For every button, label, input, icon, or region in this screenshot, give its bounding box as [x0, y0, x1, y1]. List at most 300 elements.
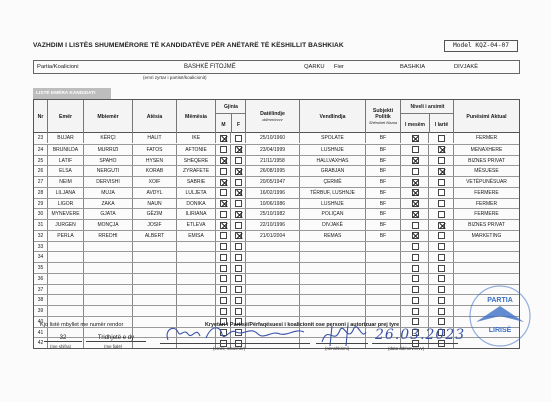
cell-date[interactable] — [246, 306, 300, 316]
checkbox-gf[interactable] — [235, 243, 242, 250]
cell-subjekt[interactable] — [366, 274, 401, 284]
candidates-table — [33, 88, 520, 349]
table-row — [34, 187, 519, 198]
cell-em — [401, 242, 429, 252]
checkbox-gm[interactable] — [220, 286, 227, 293]
cell-gm — [216, 209, 231, 219]
cell-mbiemer[interactable] — [84, 263, 133, 273]
checkbox-em[interactable] — [412, 135, 419, 142]
cell-date[interactable]: 16/02/1996 — [246, 188, 300, 198]
cell-em — [401, 295, 429, 305]
cell-nr: 30 — [34, 209, 48, 219]
cell-atesia[interactable] — [133, 306, 177, 316]
cell-em — [401, 199, 429, 209]
cell-place[interactable]: LUSHNJE — [300, 199, 366, 209]
cell-subjekt[interactable]: BF — [366, 188, 401, 198]
cell-em — [401, 263, 429, 273]
party-info-row — [33, 60, 520, 74]
cell-mbiemer[interactable]: SPAHO — [84, 156, 133, 166]
cell-nr: 35 — [34, 263, 48, 273]
qarku-value[interactable]: Fier — [334, 64, 344, 70]
cell-emer[interactable] — [48, 252, 84, 262]
cell-subjekt[interactable]: BF — [366, 220, 401, 230]
cell-memesia[interactable]: ETLEVA — [177, 220, 216, 230]
cell-emer[interactable]: LILJANA — [48, 188, 84, 198]
checkbox-el[interactable] — [438, 157, 445, 164]
cell-mbiemer[interactable] — [84, 295, 133, 305]
checkbox-em[interactable] — [412, 286, 419, 293]
cell-subjekt[interactable] — [366, 306, 401, 316]
cell-atesia[interactable] — [133, 274, 177, 284]
cell-gm — [216, 177, 231, 187]
checkbox-em[interactable] — [412, 265, 419, 272]
table-row — [34, 230, 519, 241]
checkbox-gf[interactable] — [235, 232, 242, 239]
cell-date[interactable]: 23/04/1999 — [246, 145, 300, 155]
table-row — [34, 241, 519, 252]
cell-memesia[interactable]: LULJETA — [177, 188, 216, 198]
checkbox-gf[interactable] — [235, 146, 242, 153]
cell-place[interactable]: TËRBUF, LUSHNJE — [300, 188, 366, 198]
cell-mbiemer[interactable]: NERGUTI — [84, 166, 133, 176]
cell-atesia[interactable]: ALBERT — [133, 231, 177, 241]
cell-memesia[interactable] — [177, 242, 216, 252]
checkbox-em[interactable] — [412, 318, 419, 325]
cell-place[interactable]: POLIÇAN — [300, 209, 366, 219]
checkbox-gf[interactable] — [235, 286, 242, 293]
cell-date[interactable] — [246, 242, 300, 252]
cell-place[interactable]: SPOLATE — [300, 133, 366, 143]
cell-place[interactable] — [300, 263, 366, 273]
count-words[interactable]: Tridhjetë e dy — [86, 335, 146, 342]
cell-memesia[interactable]: SABRIE — [177, 177, 216, 187]
cell-emer[interactable]: JURGEN — [48, 220, 84, 230]
logo-text-1: PARTIA — [487, 297, 513, 304]
checkbox-em[interactable] — [412, 168, 419, 175]
checkbox-em[interactable] — [412, 308, 419, 315]
checkbox-el[interactable] — [438, 265, 445, 272]
col-edu-mesem: I mesëm — [404, 122, 425, 128]
checkbox-gf[interactable] — [235, 200, 242, 207]
cell-emer[interactable]: NEIM — [48, 177, 84, 187]
cell-emer[interactable]: PERLA — [48, 231, 84, 241]
cell-date[interactable]: 21/11/1958 — [246, 156, 300, 166]
cell-gf — [231, 209, 246, 219]
cell-mbiemer[interactable]: MUJA — [84, 188, 133, 198]
checkbox-gf[interactable] — [235, 254, 242, 261]
cell-mbiemer[interactable] — [84, 252, 133, 262]
cell-job[interactable] — [454, 263, 519, 273]
cell-subjekt[interactable] — [366, 295, 401, 305]
cell-place[interactable]: ÇERMË — [300, 177, 366, 187]
checkbox-gm[interactable] — [220, 232, 227, 239]
cell-emer[interactable] — [48, 295, 84, 305]
checkbox-el[interactable] — [438, 308, 445, 315]
bashkia-value[interactable]: DIVJAKË — [454, 64, 479, 70]
cell-date[interactable]: 22/10/1996 — [246, 220, 300, 230]
party-label: Partia/Koalicioni — [37, 64, 79, 70]
cell-emer[interactable]: MYNEVERE — [48, 209, 84, 219]
cell-mbiemer[interactable]: ZAKA — [84, 199, 133, 209]
party-value[interactable]: BASHKË FITOJMË — [184, 64, 236, 70]
cell-gf — [231, 220, 246, 230]
checkbox-el[interactable] — [438, 211, 445, 218]
cell-em — [401, 274, 429, 284]
table-row — [34, 133, 519, 144]
checkbox-gf[interactable] — [235, 189, 242, 196]
cell-subjekt[interactable]: BF — [366, 199, 401, 209]
cell-date[interactable]: 25/10/1982 — [246, 209, 300, 219]
cell-nr: 29 — [34, 199, 48, 209]
col-edu-larte: I lartë — [434, 122, 449, 128]
cell-gf — [231, 231, 246, 241]
checkbox-el[interactable] — [438, 222, 445, 229]
checkbox-el[interactable] — [438, 179, 445, 186]
cell-nr: 39 — [34, 306, 48, 316]
cell-em — [401, 220, 429, 230]
checkbox-el[interactable] — [438, 232, 445, 239]
cell-mbiemer[interactable] — [84, 242, 133, 252]
cell-nr: 26 — [34, 166, 48, 176]
checkbox-gf[interactable] — [235, 265, 242, 272]
cell-place[interactable]: REMAS — [300, 231, 366, 241]
cell-job[interactable] — [454, 242, 519, 252]
cell-mbiemer[interactable] — [84, 285, 133, 295]
checkbox-el[interactable] — [438, 168, 445, 175]
cell-emer[interactable] — [48, 274, 84, 284]
cell-gf — [231, 156, 246, 166]
checkbox-el[interactable] — [438, 200, 445, 207]
cell-em — [401, 133, 429, 143]
checkbox-em[interactable] — [412, 275, 419, 282]
cell-atesia[interactable] — [133, 285, 177, 295]
checkbox-gm[interactable] — [220, 275, 227, 282]
cell-date[interactable]: 25/10/1960 — [246, 133, 300, 143]
col-atesia: Atësia — [133, 100, 177, 133]
cell-date[interactable] — [246, 274, 300, 284]
checkbox-gm[interactable] — [220, 157, 227, 164]
cell-memesia[interactable] — [177, 285, 216, 295]
checkbox-gm[interactable] — [220, 168, 227, 175]
cell-subjekt[interactable]: BF — [366, 231, 401, 241]
table-row — [34, 144, 519, 155]
cell-mbiemer[interactable]: DERVISHI — [84, 177, 133, 187]
table-row — [34, 294, 519, 305]
handwritten-date: 26.03.2023 — [375, 327, 466, 343]
cell-atesia[interactable]: NAUN — [133, 199, 177, 209]
cell-subjekt[interactable]: BF — [366, 166, 401, 176]
cell-gm — [216, 166, 231, 176]
cell-el — [429, 209, 454, 219]
cell-place[interactable]: HALLVAXHAS — [300, 156, 366, 166]
cell-subjekt[interactable]: BF — [366, 145, 401, 155]
cell-el — [429, 188, 454, 198]
cell-subjekt[interactable] — [366, 252, 401, 262]
cell-atesia[interactable]: KORAB — [133, 166, 177, 176]
checkbox-el[interactable] — [438, 297, 445, 304]
cell-nr: 27 — [34, 177, 48, 187]
col-vendlindja: Vendlindja — [300, 100, 366, 133]
cell-subjekt[interactable] — [366, 263, 401, 273]
cell-place[interactable] — [300, 306, 366, 316]
checkbox-em[interactable] — [412, 189, 419, 196]
cell-job[interactable]: BIZNES PRIVAT — [468, 222, 505, 228]
checkbox-gf[interactable] — [235, 168, 242, 175]
cell-place[interactable] — [300, 242, 366, 252]
cell-em — [401, 306, 429, 316]
cell-job[interactable]: MENAXHERE — [470, 146, 503, 153]
cell-atesia[interactable]: JOSIF — [133, 220, 177, 230]
cell-memesia[interactable] — [177, 263, 216, 273]
cell-place[interactable] — [300, 295, 366, 305]
count-number[interactable]: 32 — [44, 335, 82, 342]
checkbox-el[interactable] — [438, 135, 445, 142]
col-gender-m: M — [221, 122, 226, 128]
cell-atesia[interactable] — [133, 252, 177, 262]
cell-gm — [216, 295, 231, 305]
cell-nr: 37 — [34, 285, 48, 295]
cell-date[interactable] — [246, 285, 300, 295]
cell-atesia[interactable] — [133, 295, 177, 305]
cell-gf — [231, 188, 246, 198]
cell-subjekt[interactable]: BF — [366, 177, 401, 187]
cell-subjekt[interactable] — [366, 242, 401, 252]
checkbox-gm[interactable] — [220, 297, 227, 304]
cell-nr: 24 — [34, 145, 48, 155]
cell-memesia[interactable] — [177, 252, 216, 262]
cell-el — [429, 133, 454, 143]
cell-date[interactable] — [246, 295, 300, 305]
cell-subjekt[interactable]: BF — [366, 133, 401, 143]
cell-emer[interactable]: LATIF — [48, 156, 84, 166]
checkbox-gm[interactable] — [220, 189, 227, 196]
cell-nr: 31 — [34, 220, 48, 230]
cell-date[interactable] — [246, 263, 300, 273]
checkbox-em[interactable] — [412, 222, 419, 229]
cell-memesia[interactable]: EMISA — [177, 231, 216, 241]
cell-atesia[interactable] — [133, 242, 177, 252]
cell-subjekt[interactable]: BF — [366, 156, 401, 166]
checkbox-em[interactable] — [412, 157, 419, 164]
checkbox-gf[interactable] — [235, 297, 242, 304]
cell-date[interactable] — [246, 252, 300, 262]
checkbox-gf[interactable] — [235, 157, 242, 164]
cell-emer[interactable]: ELSA — [48, 166, 84, 176]
cell-mbiemer[interactable]: GJATA — [84, 209, 133, 219]
checkbox-em[interactable] — [412, 146, 419, 153]
cell-date[interactable]: 10/06/1986 — [246, 199, 300, 209]
table-body — [33, 132, 520, 349]
checkbox-el[interactable] — [438, 318, 445, 325]
cell-gm — [216, 252, 231, 262]
cell-emer[interactable] — [48, 263, 84, 273]
checkbox-em[interactable] — [412, 297, 419, 304]
cell-gm — [216, 156, 231, 166]
checkbox-em[interactable] — [412, 232, 419, 239]
table-row — [34, 251, 519, 262]
cell-place[interactable]: GRABJAN — [300, 166, 366, 176]
caption-number: (me shifra) — [50, 344, 71, 349]
checkbox-gm[interactable] — [220, 146, 227, 153]
cell-memesia[interactable]: DONIKA — [177, 199, 216, 209]
cell-mbiemer[interactable] — [84, 306, 133, 316]
cell-atesia[interactable]: XOIF — [133, 177, 177, 187]
checkbox-gf[interactable] — [235, 179, 242, 186]
cell-mbiemer[interactable]: RREDHI — [84, 231, 133, 241]
checkbox-gf[interactable] — [235, 211, 242, 218]
cell-el — [429, 166, 454, 176]
col-subjekti: Subjekti Politik Shënohet Nisma — [366, 100, 401, 133]
checkbox-gm[interactable] — [220, 254, 227, 261]
cell-el — [429, 295, 454, 305]
table-row — [34, 176, 519, 187]
table-header — [33, 99, 520, 132]
cell-job[interactable]: VETËPUNËSUAR — [466, 179, 507, 185]
cell-el — [429, 177, 454, 187]
cell-place[interactable] — [300, 252, 366, 262]
cell-gm — [216, 220, 231, 230]
cell-atesia[interactable]: HYSEN — [133, 156, 177, 166]
cell-job[interactable]: FERMERE — [474, 211, 499, 218]
cell-date[interactable]: 21/01/2004 — [246, 231, 300, 241]
caption-words: (me fjalë) — [104, 344, 123, 349]
cell-emer[interactable] — [48, 306, 84, 316]
caption-name: (emër, mbiemër) — [213, 346, 246, 351]
checkbox-el[interactable] — [438, 243, 445, 250]
caption-date: (data dd/mm/vvvv) — [388, 346, 425, 351]
col-mbiemer: Mbiemër — [84, 100, 133, 133]
cell-mbiemer[interactable]: MONÇJA — [84, 220, 133, 230]
cell-gf — [231, 295, 246, 305]
cell-memesia[interactable]: SHEQERE — [177, 156, 216, 166]
cell-job[interactable]: BIZNES PRIVAT — [468, 157, 505, 164]
cell-date[interactable]: 26/08/1995 — [246, 166, 300, 176]
cell-atesia[interactable]: AVDYL — [133, 188, 177, 198]
cell-gf — [231, 166, 246, 176]
cell-date[interactable]: 20/05/1947 — [246, 177, 300, 187]
cell-subjekt[interactable]: BF — [366, 209, 401, 219]
cell-place[interactable]: LUSHNJE — [300, 145, 366, 155]
cell-em — [401, 285, 429, 295]
checkbox-el[interactable] — [438, 286, 445, 293]
cell-job[interactable]: FERMER — [475, 135, 498, 141]
cell-el — [429, 285, 454, 295]
cell-memesia[interactable] — [177, 306, 216, 316]
checkbox-gm[interactable] — [220, 135, 227, 142]
col-gender-f: F — [236, 122, 241, 128]
cell-em — [401, 188, 429, 198]
checkbox-gf[interactable] — [235, 308, 242, 315]
checkbox-gm[interactable] — [220, 308, 227, 315]
cell-gf — [231, 263, 246, 273]
cell-subjekt[interactable] — [366, 285, 401, 295]
cell-memesia[interactable] — [177, 274, 216, 284]
cell-emer[interactable]: LIGOR — [48, 199, 84, 209]
checkbox-em[interactable] — [412, 243, 419, 250]
checkbox-gf[interactable] — [235, 135, 242, 142]
col-memesia: Mëmësia — [177, 100, 216, 133]
cell-atesia[interactable] — [133, 263, 177, 273]
cell-job[interactable]: FERMER — [475, 200, 498, 207]
cell-mbiemer[interactable] — [84, 274, 133, 284]
cell-el — [429, 231, 454, 241]
checkbox-gm[interactable] — [220, 200, 227, 207]
cell-place[interactable] — [300, 274, 366, 284]
cell-memesia[interactable]: IKE — [177, 133, 216, 143]
checkbox-em[interactable] — [412, 200, 419, 207]
cell-gm — [216, 145, 231, 155]
col-punesimi: Punësimi Aktual — [466, 113, 507, 120]
checkbox-gf[interactable] — [235, 275, 242, 282]
checkbox-el[interactable] — [438, 146, 445, 153]
cell-memesia[interactable]: AFTONIE — [177, 145, 216, 155]
cell-place[interactable]: DIVJAKË — [300, 220, 366, 230]
checkbox-el[interactable] — [438, 254, 445, 261]
cell-job[interactable]: MARKETING — [471, 232, 502, 239]
cell-nr: 32 — [34, 231, 48, 241]
cell-job[interactable]: FERMERE — [474, 189, 499, 196]
cell-em — [401, 156, 429, 166]
cell-memesia[interactable]: ZYRAFETE — [177, 166, 216, 176]
checkbox-gm[interactable] — [220, 265, 227, 272]
cell-job[interactable] — [454, 252, 519, 262]
checkbox-el[interactable] — [438, 189, 445, 196]
checkbox-gm[interactable] — [220, 222, 227, 229]
cell-el — [429, 252, 454, 262]
col-gjinia: Gjinia M F — [216, 100, 246, 133]
cell-mbiemer[interactable]: MURRIZI — [84, 145, 133, 155]
table-row — [34, 198, 519, 209]
cell-emer[interactable] — [48, 285, 84, 295]
checkbox-em[interactable] — [412, 211, 419, 218]
checkbox-gm[interactable] — [220, 211, 227, 218]
checkbox-em[interactable] — [412, 254, 419, 261]
date-line — [372, 343, 458, 344]
checkbox-em[interactable] — [412, 179, 419, 186]
cell-nr: 36 — [34, 274, 48, 284]
cell-emer[interactable] — [48, 242, 84, 252]
col-niveli: Niveli i arsimit I mesëm I lartë — [401, 100, 454, 133]
cell-el — [429, 317, 454, 327]
cell-memesia[interactable]: ILIRIANA — [177, 209, 216, 219]
cell-nr: 25 — [34, 156, 48, 166]
cell-gm — [216, 242, 231, 252]
cell-gf — [231, 242, 246, 252]
checkbox-gm[interactable] — [220, 179, 227, 186]
cell-atesia[interactable]: FATOS — [133, 145, 177, 155]
party-caption: (emri zyrtar i partisë/koalicionit) — [143, 75, 207, 80]
table-row — [34, 273, 519, 284]
checkbox-el[interactable] — [438, 275, 445, 282]
cell-em — [401, 317, 429, 327]
section-label: LISTË EMËRA KANDIDATI — [33, 88, 111, 99]
checkbox-gm[interactable] — [220, 243, 227, 250]
cell-job[interactable]: MËSUESE — [474, 168, 499, 175]
cell-place[interactable] — [300, 285, 366, 295]
cell-gm — [216, 231, 231, 241]
cell-gm — [216, 188, 231, 198]
cell-mbiemer[interactable]: KËRÇI — [84, 133, 133, 143]
cell-atesia[interactable]: GËZIM — [133, 209, 177, 219]
cell-emer[interactable]: BRUNILDA — [48, 145, 84, 155]
checkbox-gf[interactable] — [235, 222, 242, 229]
cell-el — [429, 156, 454, 166]
cell-emer[interactable]: BUJAR — [48, 133, 84, 143]
cell-memesia[interactable] — [177, 295, 216, 305]
cell-em — [401, 177, 429, 187]
cell-atesia[interactable]: HALIT — [133, 133, 177, 143]
table-row — [34, 262, 519, 273]
